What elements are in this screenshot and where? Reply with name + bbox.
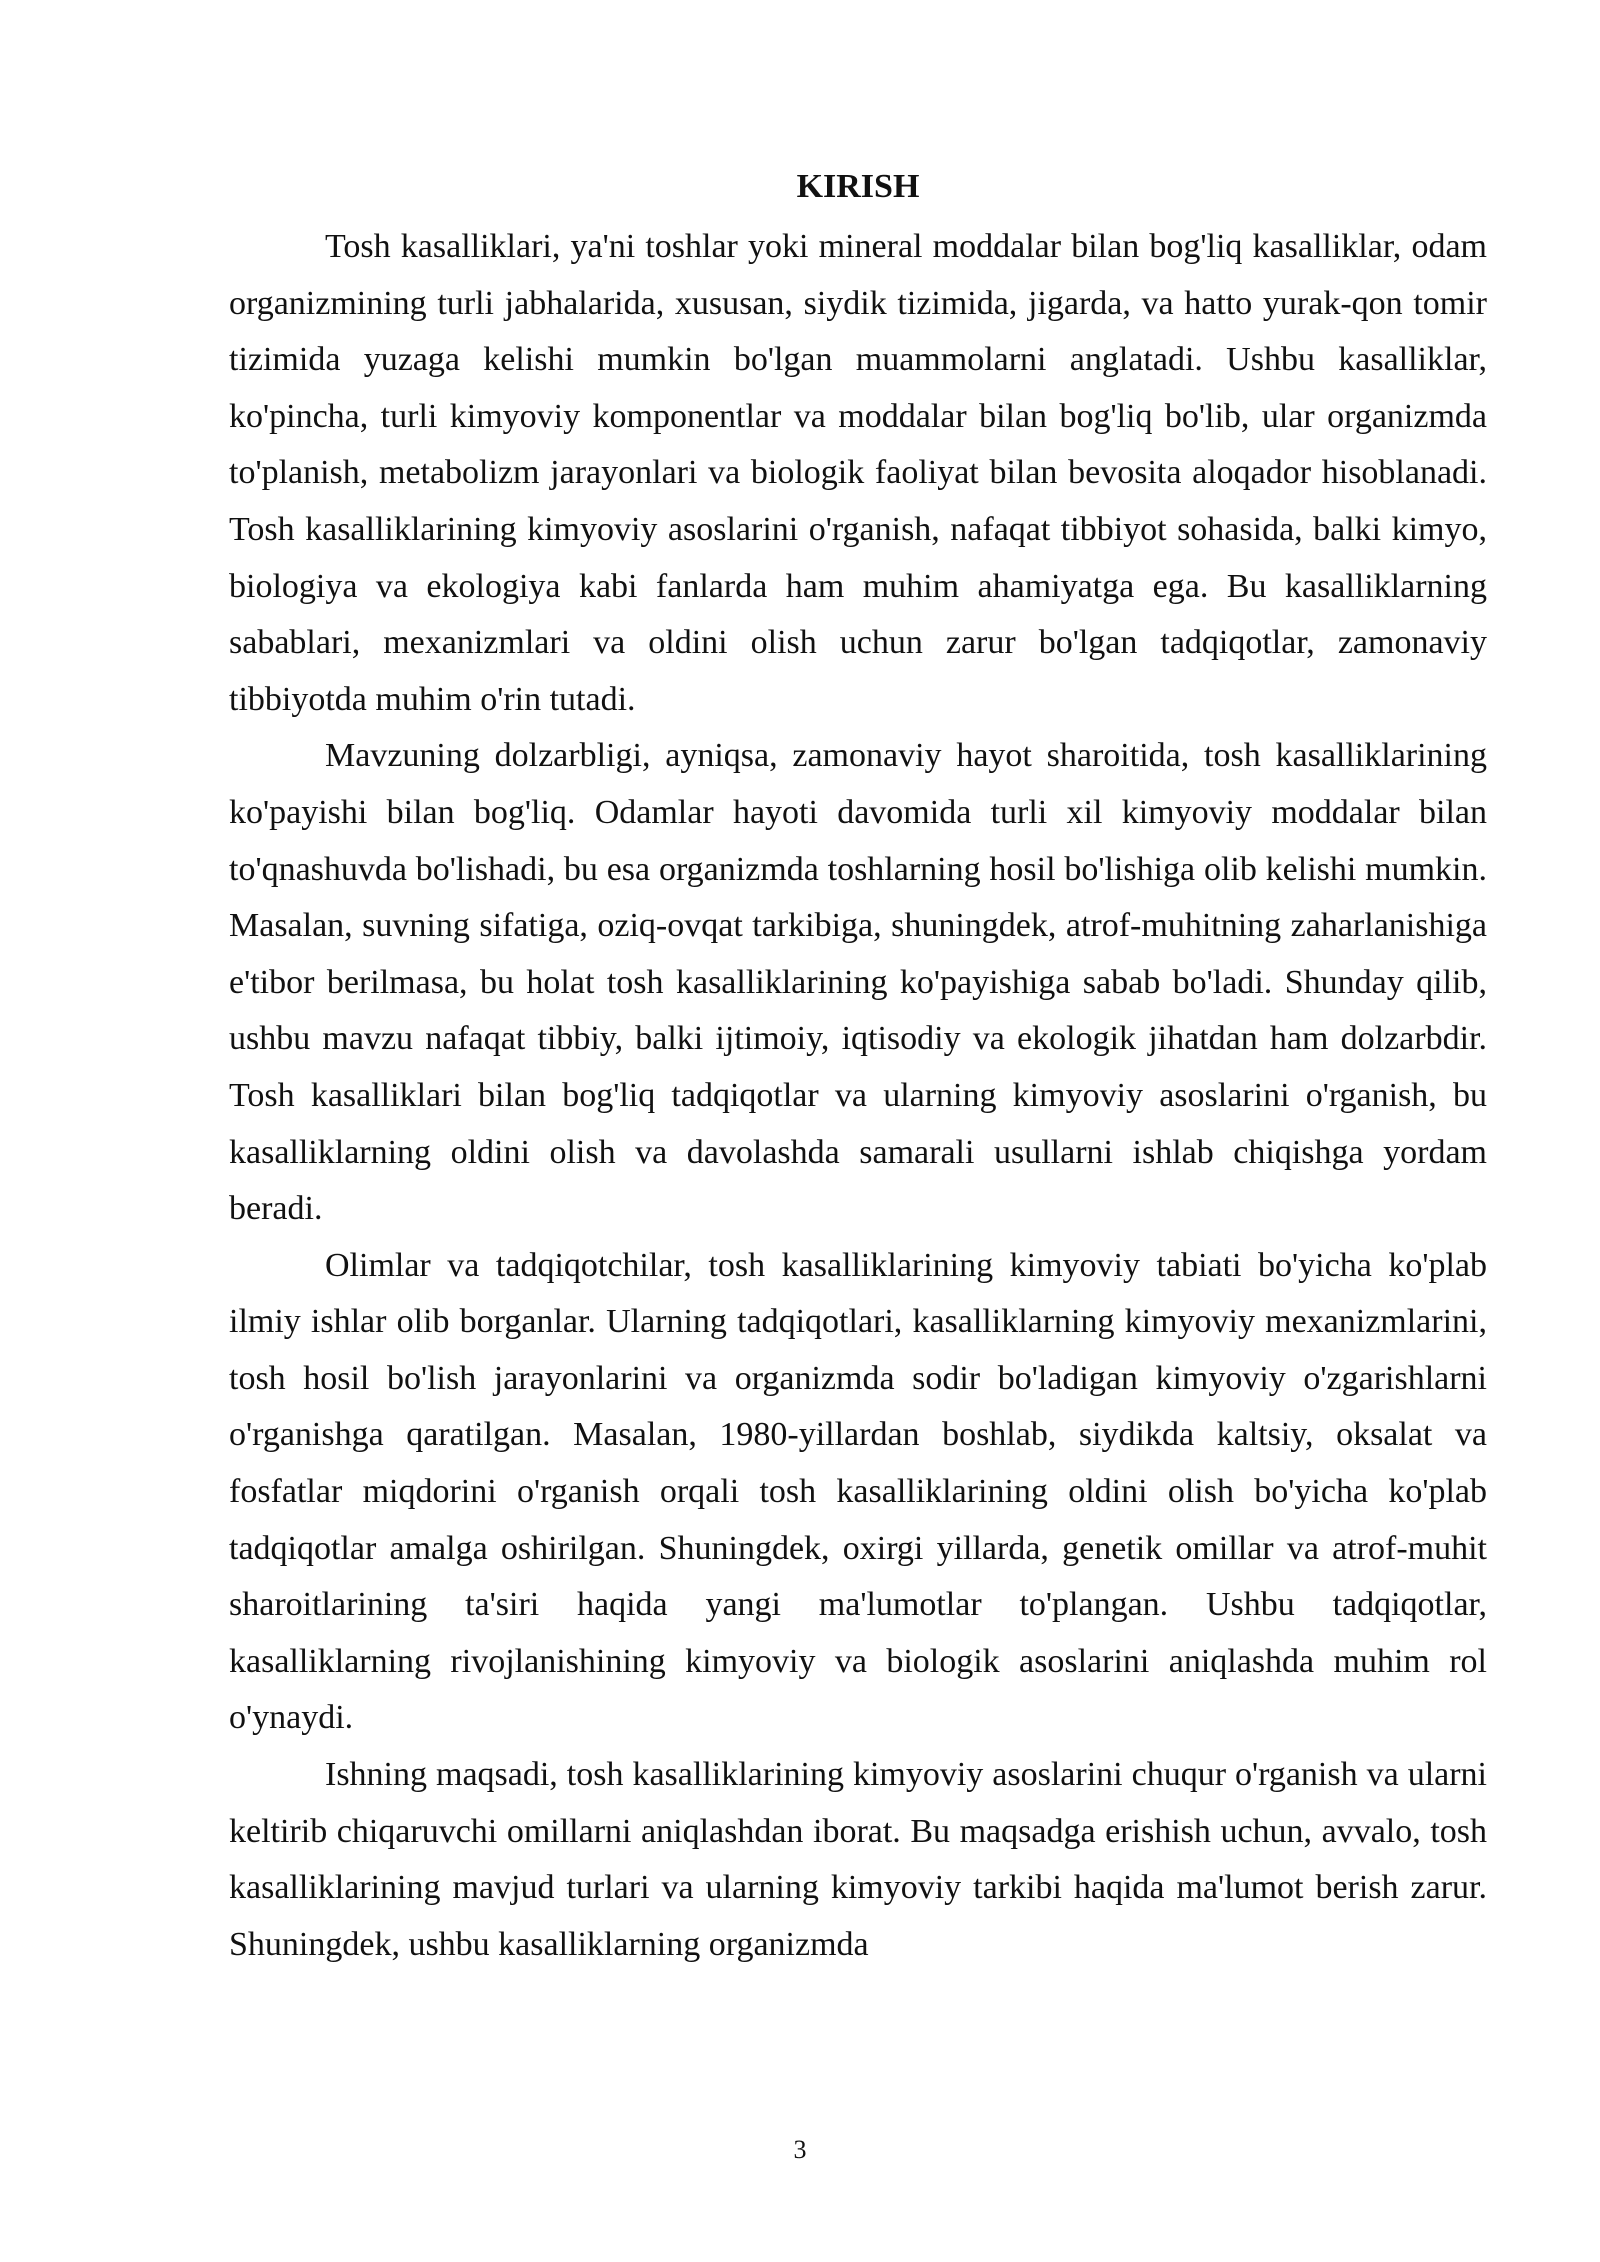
paragraph-research-review: Olimlar va tadqiqotchilar, tosh kasalliklarining kimyoviy tabiati bo'yicha ko'plab ilmiy ishlar olib borganlar. Ularning tadqiqotlari, kasalliklarning kimyoviy mexanizmlarini, tosh hosil bo'lish jarayonlarini va organizmda sodir bo'ladigan kimyoviy o'zgarishlarni o'rganishga qaratilgan. Masalan, 1980-yillardan boshlab, siydikda kaltsiy, oksalat va fosfatlar miqdorini o'rganish orqali tosh kasalliklarining oldini olish bo'yicha ko'plab tadqiqotlar amalga oshirilgan. Shuningdek, oxirgi yillarda, genetik omillar va atrof-muhit sharoitlarining ta'siri haqida yangi ma'lumotlar to'plangan. Ushbu tadqiqotlar, kasalliklarning rivojlanishining kimyoviy va biologik asoslarini aniqlashda muhim rol o'ynaydi. xyxy=(229,1246,1487,1737)
paragraph-relevance: Mavzuning dolzarbligi, ayniqsa, zamonaviy hayot sharoitida, tosh kasalliklarining ko'payishi bilan bog'liq. Odamlar hayoti davomida turli xil kimyoviy moddalar bilan to'qnashuvda bo'lishadi, bu esa organizmda toshlarning hosil bo'lishiga olib kelishi mumkin. Masalan, suvning sifatiga, oziq-ovqat tarkibiga, shuningdek, atrof-muhitning zaharlanishiga e'tibor berilmasa, bu holat tosh kasalliklarining ko'payishiga sabab bo'ladi. Shunday qilib, ushbu mavzu nafaqat tibbiy, balki ijtimoiy, iqtisodiy va ekologik jihatdan ham dolzarbdir. Tosh kasalliklari bilan bog'liq tadqiqotlar va ularning kimyoviy asoslarini o'rganish, bu kasalliklarning oldini olish va davolashda samarali usullarni ishlab chiqishga yordam beradi. xyxy=(229,737,1487,1228)
page-content xyxy=(229,163,1487,1973)
section-heading: KIRISH xyxy=(796,168,920,205)
paragraph-objective: Ishning maqsadi, tosh kasalliklarining kimyoviy asoslarini chuqur o'rganish va ularni keltirib chiqaruvchi omillarni aniqlashdan iborat. Bu maqsadga erishish uchun, avvalo, tosh kasalliklarining mavjud turlari va ularning kimyoviy tarkibi haqida ma'lumot berish zarur. Shuningdek, ushbu kasalliklarning organizmda xyxy=(229,1756,1487,1963)
page-number: 3 xyxy=(793,2135,807,2164)
paragraph-introduction: Tosh kasalliklari, ya'ni toshlar yoki mineral moddalar bilan bog'liq kasalliklar, odam organizmining turli jabhalarida, xususan, siydik tizimida, jigarda, va hatto yurak-qon tomir tizimida yuzaga kelishi mumkin bo'lgan muammolarni anglatadi. Ushbu kasalliklar, ko'pincha, turli kimyoviy komponentlar va moddalar bilan bog'liq bo'lib, ular organizmda to'planish, metabolizm jarayonlari va biologik faoliyat bilan bevosita aloqador hisoblanadi. Tosh kasalliklarining kimyoviy asoslarini o'rganish, nafaqat tibbiyot sohasida, balki kimyo, biologiya va ekologiya kabi fanlarda ham muhim ahamiyatga ega. Bu kasalliklarning sabablari, mexanizmlari va oldini olish uchun zarur bo'lgan tadqiqotlar, zamonaviy tibbiyotda muhim o'rin tutadi. xyxy=(229,228,1487,718)
